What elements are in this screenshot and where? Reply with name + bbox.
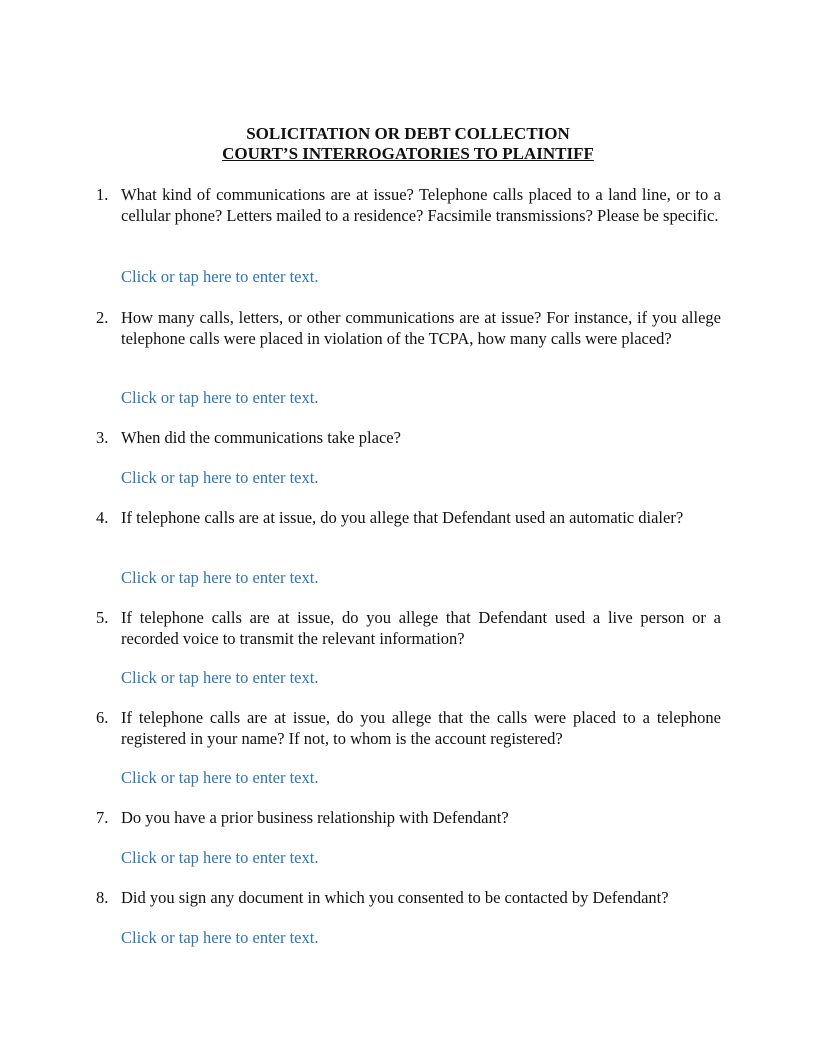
question-number: 6. bbox=[96, 708, 109, 727]
answer-field-8[interactable]: Click or tap here to enter text. bbox=[121, 928, 319, 947]
question-5 bbox=[96, 608, 721, 649]
question-7 bbox=[96, 808, 721, 829]
answer-field-5[interactable]: Click or tap here to enter text. bbox=[121, 668, 319, 687]
question-text: When did the communications take place? bbox=[121, 428, 401, 447]
question-text: How many calls, letters, or other communications are at issue? For instance, if you allege telephone calls were placed in violation of the TCPA, how many calls were placed? bbox=[121, 308, 721, 348]
answer-field-2[interactable]: Click or tap here to enter text. bbox=[121, 388, 319, 407]
question-number: 7. bbox=[96, 808, 109, 827]
question-8 bbox=[96, 888, 721, 909]
title-line-2: COURT’S INTERROGATORIES TO PLAINTIFF bbox=[222, 144, 594, 163]
question-number: 4. bbox=[96, 508, 109, 527]
question-text: Did you sign any document in which you consented to be contacted by Defendant? bbox=[121, 888, 669, 907]
question-text: Do you have a prior business relationship with Defendant? bbox=[121, 808, 509, 827]
question-text: What kind of communications are at issue? Telephone calls placed to a land line, or to a cellular phone? Letters mailed to a residence? Facsimile transmissions? Please be specific. bbox=[121, 185, 721, 225]
answer-field-3[interactable]: Click or tap here to enter text. bbox=[121, 468, 319, 487]
question-number: 3. bbox=[96, 428, 109, 447]
question-number: 8. bbox=[96, 888, 109, 907]
question-2 bbox=[96, 308, 721, 349]
document-title bbox=[0, 124, 816, 164]
answer-field-6[interactable]: Click or tap here to enter text. bbox=[121, 768, 319, 787]
question-text: If telephone calls are at issue, do you allege that the calls were placed to a telephone registered in your name? If not, to whom is the account registered? bbox=[121, 708, 721, 748]
question-number: 1. bbox=[96, 185, 109, 204]
question-text: If telephone calls are at issue, do you allege that Defendant used an automatic dialer? bbox=[121, 508, 684, 527]
title-line-1: SOLICITATION OR DEBT COLLECTION bbox=[246, 124, 570, 143]
question-6 bbox=[96, 708, 721, 749]
answer-field-4[interactable]: Click or tap here to enter text. bbox=[121, 568, 319, 587]
question-number: 5. bbox=[96, 608, 109, 627]
question-text: If telephone calls are at issue, do you allege that Defendant used a live person or a recorded voice to transmit the relevant information? bbox=[121, 608, 721, 648]
answer-field-7[interactable]: Click or tap here to enter text. bbox=[121, 848, 319, 867]
question-4 bbox=[96, 508, 721, 529]
answer-field-1[interactable]: Click or tap here to enter text. bbox=[121, 267, 319, 286]
question-3 bbox=[96, 428, 721, 449]
question-1 bbox=[96, 185, 721, 226]
question-number: 2. bbox=[96, 308, 109, 327]
